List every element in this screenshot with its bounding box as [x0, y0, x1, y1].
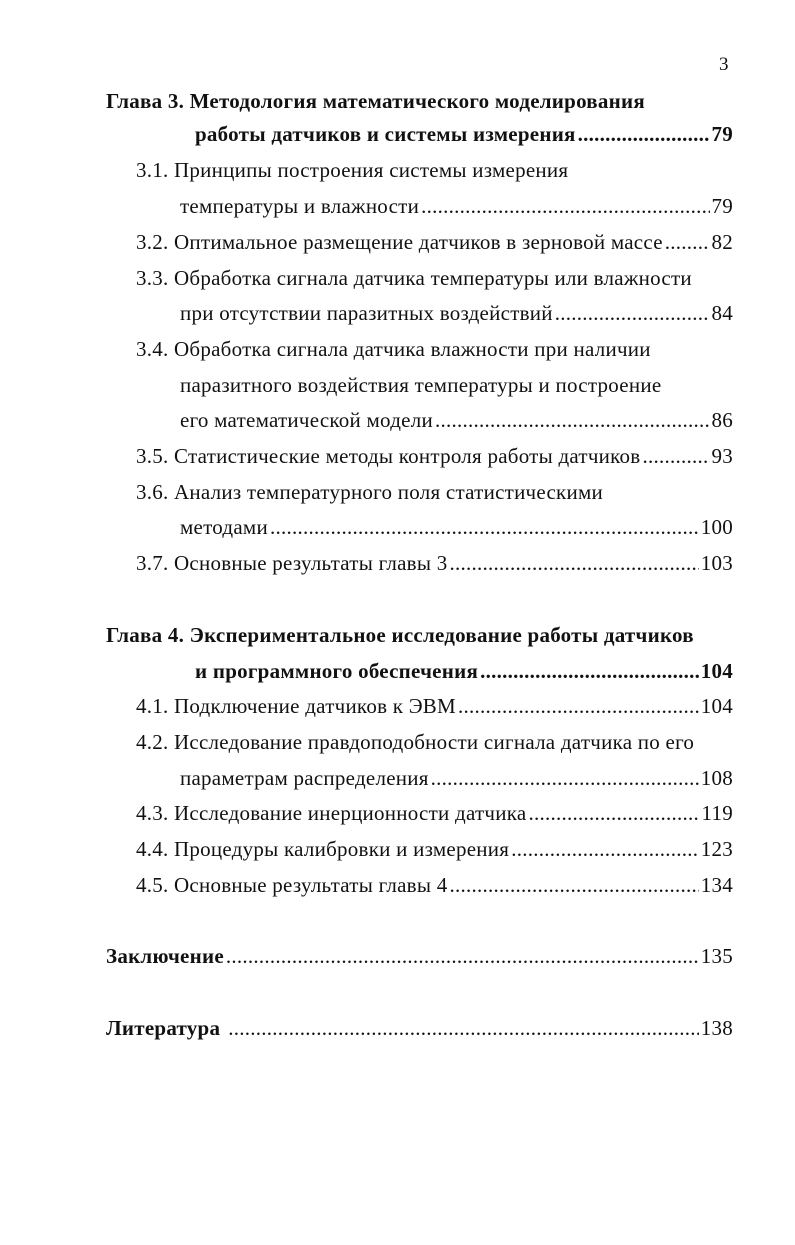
dot-leader: [435, 403, 710, 437]
dot-leader: [480, 654, 699, 688]
entry-text: 4.2. Исследование правдоподобности сигнала датчика по его: [136, 730, 695, 754]
entry-page: 79: [711, 194, 733, 218]
toc-entry-4-2-cont: [180, 761, 733, 795]
chapter4-title-text2: и программного обеспечения: [195, 659, 479, 683]
dot-leader: [226, 939, 699, 973]
chapter3-title-text: Глава 3. Методология математического моделирования: [106, 89, 645, 113]
literature-title: Литература: [106, 1016, 221, 1040]
toc-entry-3-6: [136, 475, 603, 509]
entry-page: 103: [700, 551, 733, 575]
entry-page: 100: [700, 515, 733, 539]
entry-text: 4.4. Процедуры калибровки и измерения: [136, 837, 510, 861]
dot-leader: [449, 546, 698, 580]
toc-entry-4-2: [136, 725, 694, 759]
toc-entry-3-4-cont1: [180, 368, 661, 402]
entry-text: его математической модели: [180, 408, 433, 432]
toc-entry-3-4-cont2: [180, 403, 733, 437]
dot-leader: [228, 1011, 699, 1045]
toc-literature: [106, 1011, 733, 1045]
entry-text: 3.2. Оптимальное размещение датчиков в зерновой массе: [136, 230, 663, 254]
entry-text: 3.1. Принципы построения системы измерения: [136, 158, 569, 182]
entry-text: параметрам распределения: [180, 766, 429, 790]
conclusion-title: Заключение: [106, 944, 224, 968]
toc-entry-3-5: [136, 439, 733, 473]
chapter4-page: 104: [700, 659, 733, 683]
dot-leader: [449, 868, 698, 902]
dot-leader: [665, 225, 710, 259]
chapter3-title-line1: [106, 84, 645, 118]
toc-entry-4-5: [136, 868, 733, 902]
chapter3-title-line2: [195, 117, 733, 151]
dot-leader: [270, 510, 699, 544]
entry-text: 3.5. Статистические методы контроля работы датчиков: [136, 444, 641, 468]
toc-entry-3-7: [136, 546, 733, 580]
entry-text: 3.4. Обработка сигнала датчика влажности при наличии: [136, 337, 651, 361]
entry-text: 4.1. Подключение датчиков к ЭВМ: [136, 694, 456, 718]
entry-page: 104: [700, 694, 733, 718]
toc-entry-3-3-cont: [180, 296, 733, 330]
entry-page: 134: [700, 873, 733, 897]
entry-page: 86: [711, 408, 733, 432]
entry-text: паразитного воздействия температуры и построение: [180, 373, 662, 397]
entry-text: температуры и влажности: [180, 194, 420, 218]
dot-leader: [458, 689, 699, 723]
dot-leader: [528, 796, 699, 830]
entry-text: 3.7. Основные результаты главы 3: [136, 551, 448, 575]
dot-leader: [642, 439, 709, 473]
entry-page: 108: [700, 766, 733, 790]
toc-entry-3-4: [136, 332, 651, 366]
entry-text: при отсутствии паразитных воздействий: [180, 301, 553, 325]
dot-leader: [555, 296, 710, 330]
entry-page: 84: [711, 301, 733, 325]
entry-page: 123: [700, 837, 733, 861]
toc-entry-3-3: [136, 261, 692, 295]
toc-entry-4-1: [136, 689, 733, 723]
page-number: 3: [719, 54, 729, 75]
toc-entry-4-3: [136, 796, 733, 830]
chapter4-title-text: Глава 4. Экспериментальное исследование работы датчиков: [106, 623, 694, 647]
toc-entry-3-1-cont: [180, 189, 733, 223]
toc-entry-3-1: [136, 153, 568, 187]
entry-page: 119: [701, 801, 733, 825]
toc-conclusion: [106, 939, 733, 973]
toc-entry-4-4: [136, 832, 733, 866]
entry-page: 82: [711, 230, 733, 254]
toc-entry-3-6-cont: [180, 510, 733, 544]
dot-leader: [511, 832, 699, 866]
entry-text: 4.3. Исследование инерционности датчика: [136, 801, 527, 825]
entry-text: 3.6. Анализ температурного поля статистическими: [136, 480, 604, 504]
entry-page: 93: [711, 444, 733, 468]
entry-text: 4.5. Основные результаты главы 4: [136, 873, 448, 897]
entry-text: 3.3. Обработка сигнала датчика температуры или влажности: [136, 266, 692, 290]
entry-text: методами: [180, 515, 268, 539]
chapter4-title-line2: [195, 654, 733, 688]
chapter4-title-line1: [106, 618, 694, 652]
chapter3-title-text2: работы датчиков и системы измерения: [195, 122, 576, 146]
toc-entry-3-2: [136, 225, 733, 259]
dot-leader: [578, 117, 710, 151]
literature-page: 138: [700, 1016, 733, 1040]
dot-leader: [431, 761, 699, 795]
chapter3-page: 79: [711, 122, 733, 146]
dot-leader: [421, 189, 709, 223]
conclusion-page: 135: [700, 944, 733, 968]
